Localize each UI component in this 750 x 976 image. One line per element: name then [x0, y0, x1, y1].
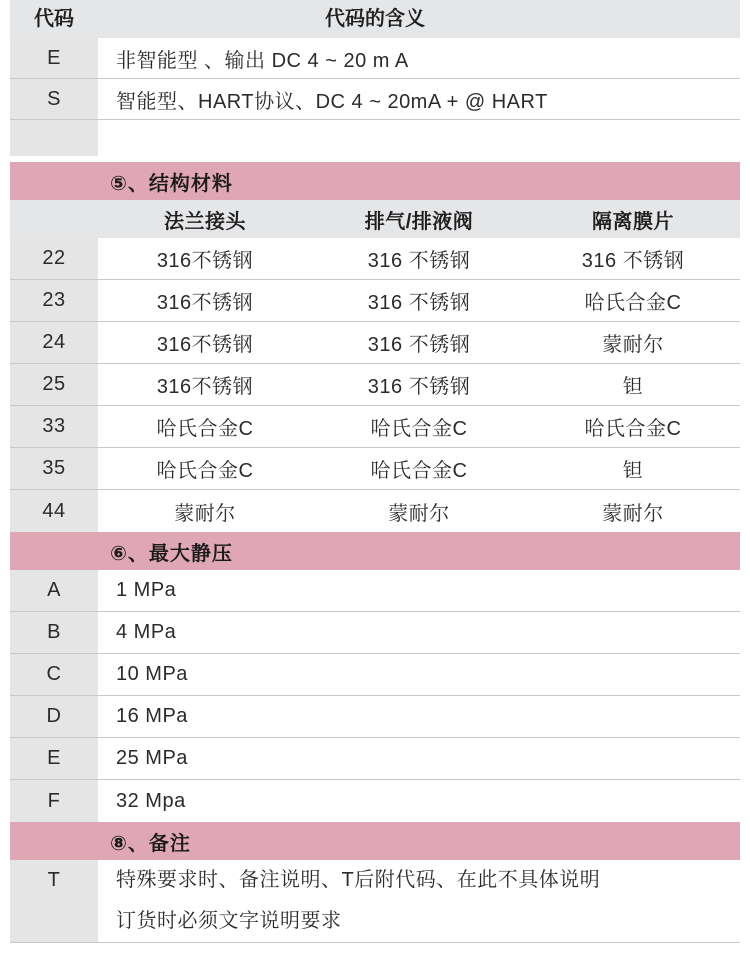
code-cell: A	[10, 570, 98, 611]
code-cell: S	[10, 79, 98, 119]
column-header-flange: 法兰接头	[164, 210, 246, 233]
flange-cell: 哈氏合金C	[156, 418, 254, 440]
meaning-cell: 非智能型 、输出 DC 4 ~ 20 m A	[116, 49, 409, 72]
code-cell: 25	[10, 364, 98, 405]
table-row-pressure-f	[10, 780, 740, 822]
code-cell: B	[10, 612, 98, 653]
meaning-cell: 16 MPa	[116, 705, 188, 727]
table-row-material-35	[10, 448, 740, 490]
section-title: ⑥、最大静压	[110, 542, 233, 565]
valve-cell: 316 不锈钢	[367, 250, 471, 272]
valve-cell: 316 不锈钢	[367, 334, 471, 356]
code-cell: 23	[10, 280, 98, 321]
table-row-pressure-c	[10, 654, 740, 696]
flange-cell: 哈氏合金C	[156, 460, 254, 482]
code-cell: E	[10, 738, 98, 779]
meaning-cell: 25 MPa	[116, 747, 188, 769]
code-cell: 24	[10, 322, 98, 363]
table-row-material-22	[10, 238, 740, 280]
flange-cell: 316不锈钢	[156, 376, 254, 398]
table-row-material-25	[10, 364, 740, 406]
column-header-diaphragm: 隔离膜片	[592, 210, 674, 233]
code-cell: 44	[10, 490, 98, 532]
diaphragm-cell: 蒙耐尔	[602, 334, 664, 356]
table-row-material-24	[10, 322, 740, 364]
section-title: ⑧、备注	[110, 832, 191, 855]
diaphragm-cell: 蒙耐尔	[602, 502, 664, 525]
valve-cell: 蒙耐尔	[388, 502, 450, 525]
table-row-remark-t	[10, 860, 740, 943]
code-cell: 33	[10, 406, 98, 447]
table-row-output-s	[10, 79, 740, 120]
code-cell: 22	[10, 238, 98, 279]
code-cell: F	[10, 780, 98, 822]
code-label: T	[47, 869, 61, 891]
section-band-remark	[10, 822, 740, 860]
code-cell: E	[10, 38, 98, 78]
header-meaning-label: 代码的含义	[325, 8, 425, 30]
flange-cell: 316不锈钢	[156, 334, 254, 356]
ordering-code-table	[10, 0, 740, 943]
valve-cell: 316 不锈钢	[367, 376, 471, 398]
table-row-pressure-d	[10, 696, 740, 738]
flange-cell: 316不锈钢	[156, 292, 254, 314]
table-row-empty	[10, 120, 740, 156]
valve-cell: 316 不锈钢	[367, 292, 471, 314]
table-row-pressure-b	[10, 612, 740, 654]
section-band-materials	[10, 162, 740, 200]
table-row-pressure-e	[10, 738, 740, 780]
meaning-cell: 1 MPa	[116, 579, 177, 601]
section-band-pressure	[10, 532, 740, 570]
table-row-material-23	[10, 280, 740, 322]
valve-cell: 哈氏合金C	[370, 418, 468, 440]
code-cell	[10, 860, 98, 942]
table-row-output-e	[10, 38, 740, 79]
valve-cell: 哈氏合金C	[370, 460, 468, 482]
table-row-pressure-a	[10, 570, 740, 612]
table-row-material-44	[10, 490, 740, 532]
diaphragm-cell: 钽	[622, 460, 644, 482]
meaning-cell: 32 Mpa	[116, 789, 186, 812]
table-row-material-33	[10, 406, 740, 448]
meaning-cell: 4 MPa	[116, 621, 177, 643]
header-code-label: 代码	[34, 8, 74, 30]
code-cell-empty	[10, 200, 98, 238]
code-cell: 35	[10, 448, 98, 489]
table-header-row	[10, 0, 740, 38]
code-cell: D	[10, 696, 98, 737]
remark-text	[98, 860, 740, 942]
code-cell-empty	[10, 120, 98, 156]
diaphragm-cell: 316 不锈钢	[581, 250, 685, 272]
meaning-cell: 智能型、HART协议、DC 4 ~ 20mA + @ HART	[116, 90, 548, 113]
materials-subheader-row	[10, 200, 740, 238]
flange-cell: 蒙耐尔	[174, 502, 236, 525]
remark-line-1: 特殊要求时、备注说明、T后附代码、在此不具体说明	[116, 869, 601, 891]
flange-cell: 316不锈钢	[156, 250, 254, 272]
diaphragm-cell: 哈氏合金C	[584, 292, 682, 314]
section-title: ⑤、结构材料	[110, 172, 233, 195]
remark-line-2: 订货时必须文字说明要求	[116, 910, 342, 932]
meaning-cell: 10 MPa	[116, 663, 188, 685]
diaphragm-cell: 哈氏合金C	[584, 418, 682, 440]
code-cell: C	[10, 654, 98, 695]
diaphragm-cell: 钽	[622, 376, 644, 398]
column-header-valve: 排气/排液阀	[364, 210, 474, 233]
